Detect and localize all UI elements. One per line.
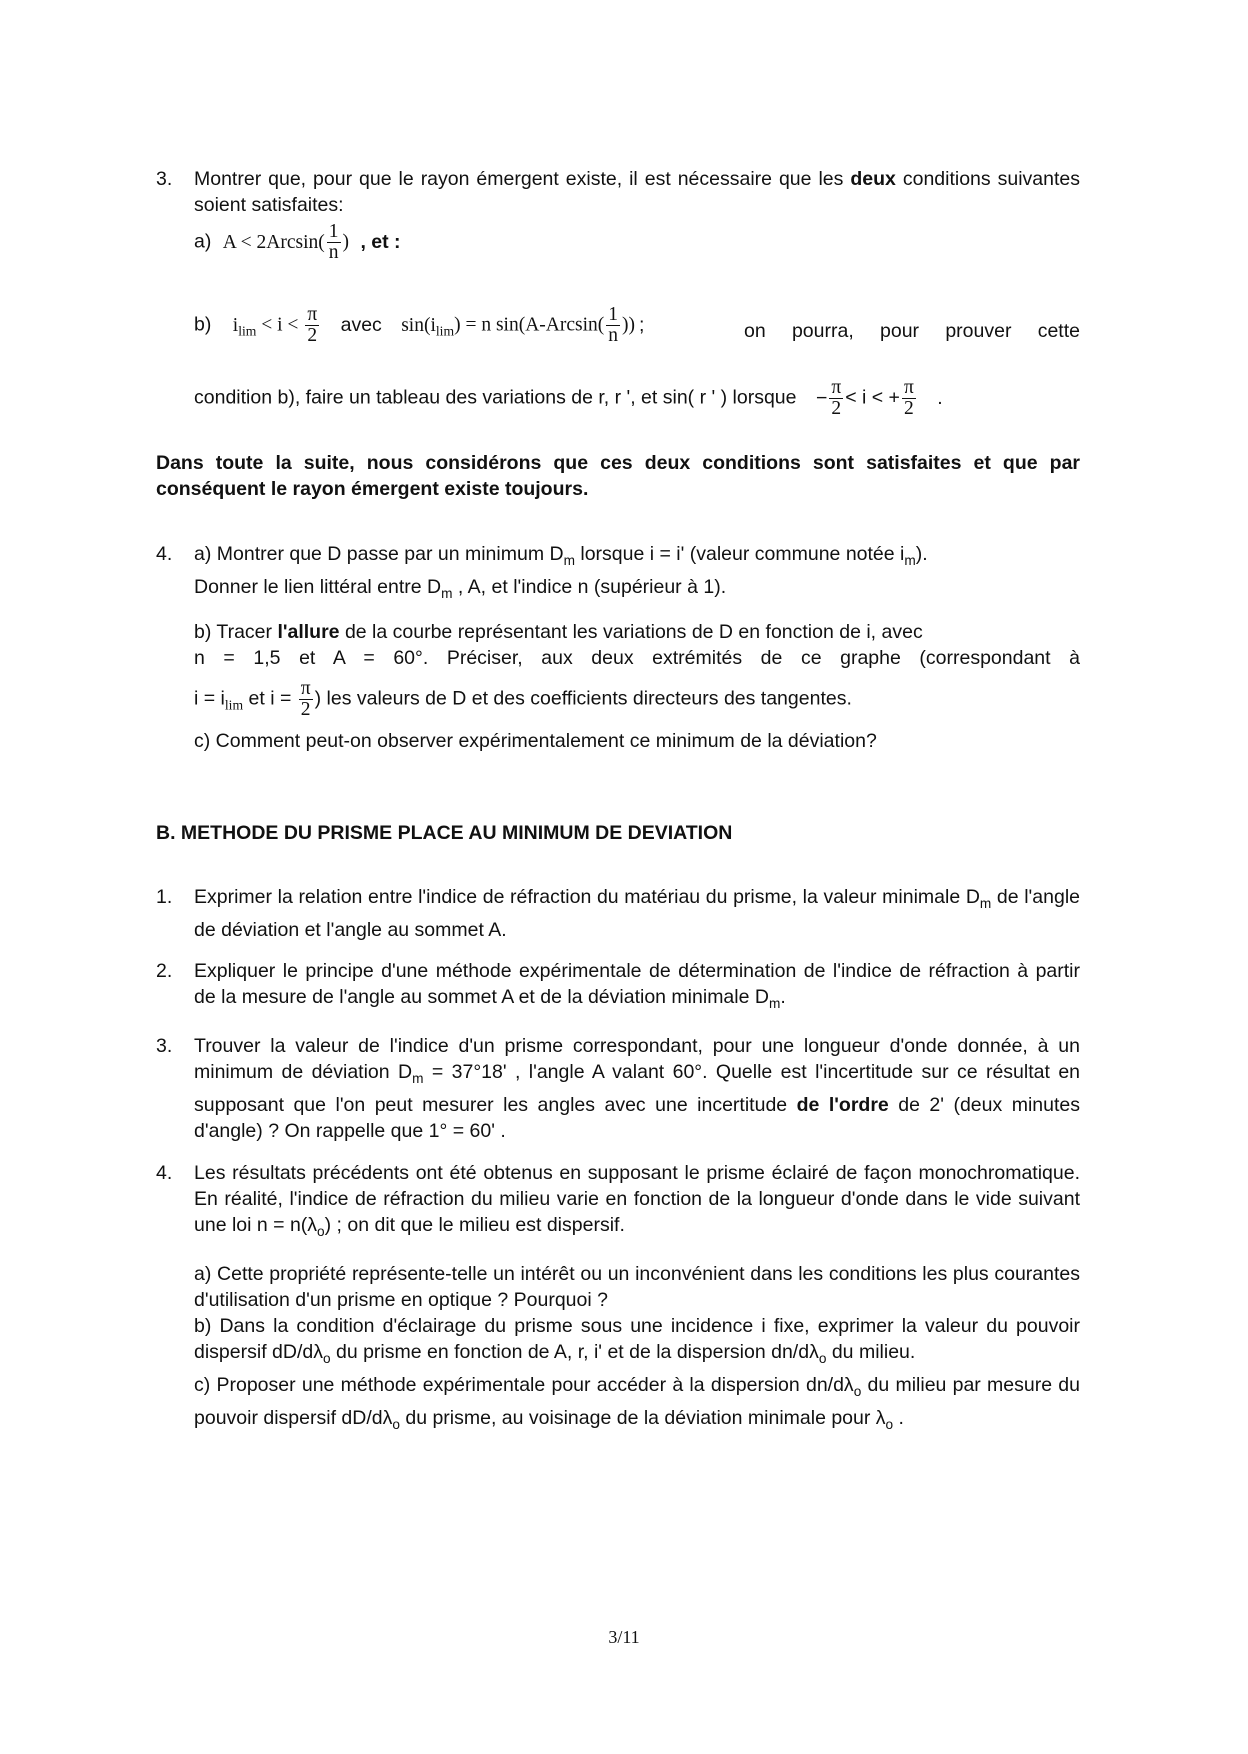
- item-4b: b) Dans la condition d'éclairage du prisme sous une incidence i fixe, exprimer la valeur du pouvoir dispersif $dD/d\lambda_o$ du prisme en fonction de A, r, i' et de la dispersion $dn/d\lambda_o$ du milieu.: [194, 1314, 1080, 1366]
- item-4a: a) Cette propriété représente-telle un intérêt ou un inconvénient dans les conditions les plus courantes d'utilisation d'un prisme en optique ? Pourquoi ?: [194, 1262, 1080, 1311]
- fraction: $\frac{\pi}{2}$: [307, 304, 318, 346]
- question-4b-line3: $i = i_{lim}$ et i = $\frac{\pi}{2}$ ) les valeurs de D et des coefficients directeurs des tangentes.: [194, 677, 852, 720]
- fraction: $\frac{\pi}{2}$: [300, 677, 311, 720]
- page-number: 3/11: [608, 1627, 640, 1647]
- section-b-item-3: 3. Trouver la valeur de l'indice d'un prisme correspondant, pour une longueur d'onde donnée, à un minimum de déviation $D_m = 37^\circ 18'$ , l'angle A valant 60°. Quelle est l'incertitude sur ce résultat en supposant que l'on peut mesurer les angles avec une incertitude de l'ordre de 2' (deux minutes d'angle) ? On rappelle que 1° = 60' .: [156, 1035, 1081, 1142]
- fraction: $\frac{\pi}{2}$: [831, 377, 842, 419]
- important-note: Dans toute la suite, nous considérons que ces deux conditions sont satisfaites et que par conséquent le rayon émergent existe toujours.: [156, 452, 1080, 500]
- condition-b-tail: on pourra, pour prouver cette: [744, 320, 1080, 342]
- section-b-item-4: 4. Les résultats précédents ont été obtenus en supposant le prisme éclairé de façon monochromatique. En réalité, l'indice de réfraction du milieu varie en fonction de la longueur d'onde dans le vide suivant une loi $n = n(\lambda_o)$ ; on dit que le milieu est dispersif. a) Cette propriété représente-telle un intérêt ou un inconvénient dans les conditions les plus courantes d'utilisation d'un prisme en optique ? Pourquoi ? b) Dans la condition d'éclairage du prisme sous une incidence i fixe, exprimer la valeur du pouvoir dispersif $dD/d\lambda_o$ du prisme en fonction de A, r, i' et de la dispersion $dn/d\lambda_o$ du milieu. c) Proposer une méthode expérimentale pour accéder à la dispersion $dn/d\lambda_o$ du milieu par mesure du pouvoir dispersif $dD/d\lambda_o$ du prisme, au voisinage de la déviation minimale pour $\lambda_o$ .: [156, 1160, 1080, 1438]
- condition-b-note: condition b), faire un tableau des variations de r, r ', et sin( r ' ) lorsque − $\frac{\pi}{2}$ < i < + $\frac{\pi}{2}$ .: [194, 377, 943, 419]
- condition-b: b) $i_{lim} < i$ < $\frac{\pi}{2}$ avec $\sin(i_{lim}) = n$ sin(A-Arcsin( $\frac{1}{n}$ )) ;: [194, 304, 645, 346]
- question-4a: a) Montrer que D passe par un minimum $D_m$ lorsque i = i' (valeur commune notée $i_m$). Donner le lien littéral entre $D_m$ , A, et l'indice n (supérieur à 1).: [194, 543, 928, 601]
- section-b-item-2: 2. Expliquer le principe d'une méthode expérimentale de détermination de l'indice de réfraction à partir de la mesure de l'angle au sommet A et de la déviation minimale $D_m$.: [156, 960, 1080, 1011]
- item-4c: c) Proposer une méthode expérimentale pour accéder à la dispersion $dn/d\lambda_o$ du milieu par mesure du pouvoir dispersif $dD/d\lambda_o$ du prisme, au voisinage de la déviation minimale pour $\lambda_o$ .: [194, 1373, 1080, 1432]
- fraction: $\frac{1}{n}$: [328, 221, 339, 263]
- question-4b-line2: n = 1,5 et A = 60°. Préciser, aux deux extrémités de ce graphe (correspondant à: [194, 646, 1080, 669]
- question-4b: b) Tracer l'allure de la courbe représentant les variations de D en fonction de i, avec: [194, 620, 923, 643]
- question-3: [156, 166, 1080, 218]
- question-4: 4. a) Montrer que D passe par un minimum $D_m$ lorsque i = i' (valeur commune notée $i_m$). Donner le lien littéral entre $D_m$ , A, et l'indice n (supérieur à 1). b) Tracer l'allure de la courbe représentant les variations de D en fonction de i, avec n = 1,5 et A = 60°. Préciser, aux deux extrémités de ce graphe (correspondant à $i = i_{lim}$ et i = $\frac{\pi}{2}$ ) les valeurs de D et des coefficients directeurs des tangentes. c) Comment peut-on observer expérimentalement ce minimum de la déviation?: [156, 543, 1080, 752]
- fraction: $\frac{1}{n}$: [608, 304, 619, 346]
- condition-a: a) A < 2Arcsin( $\frac{1}{n}$ ) , et :: [194, 221, 401, 263]
- question-number: 3.: [156, 168, 173, 190]
- question-3-intro: Montrer que, pour que le rayon émergent existe, il est nécessaire que les deux conditions suivantes soient satisfaites:: [194, 168, 1080, 216]
- question-4c: c) Comment peut-on observer expérimentalement ce minimum de la déviation?: [194, 729, 877, 752]
- section-b-title: B. METHODE DU PRISME PLACE AU MINIMUM DE DEVIATION: [156, 822, 733, 844]
- fraction: $\frac{\pi}{2}$: [903, 377, 914, 419]
- section-b-item-1: 1. Exprimer la relation entre l'indice de réfraction du matériau du prisme, la valeur minimale $D_m$ de l'angle de déviation et l'angle au sommet A.: [156, 886, 1080, 941]
